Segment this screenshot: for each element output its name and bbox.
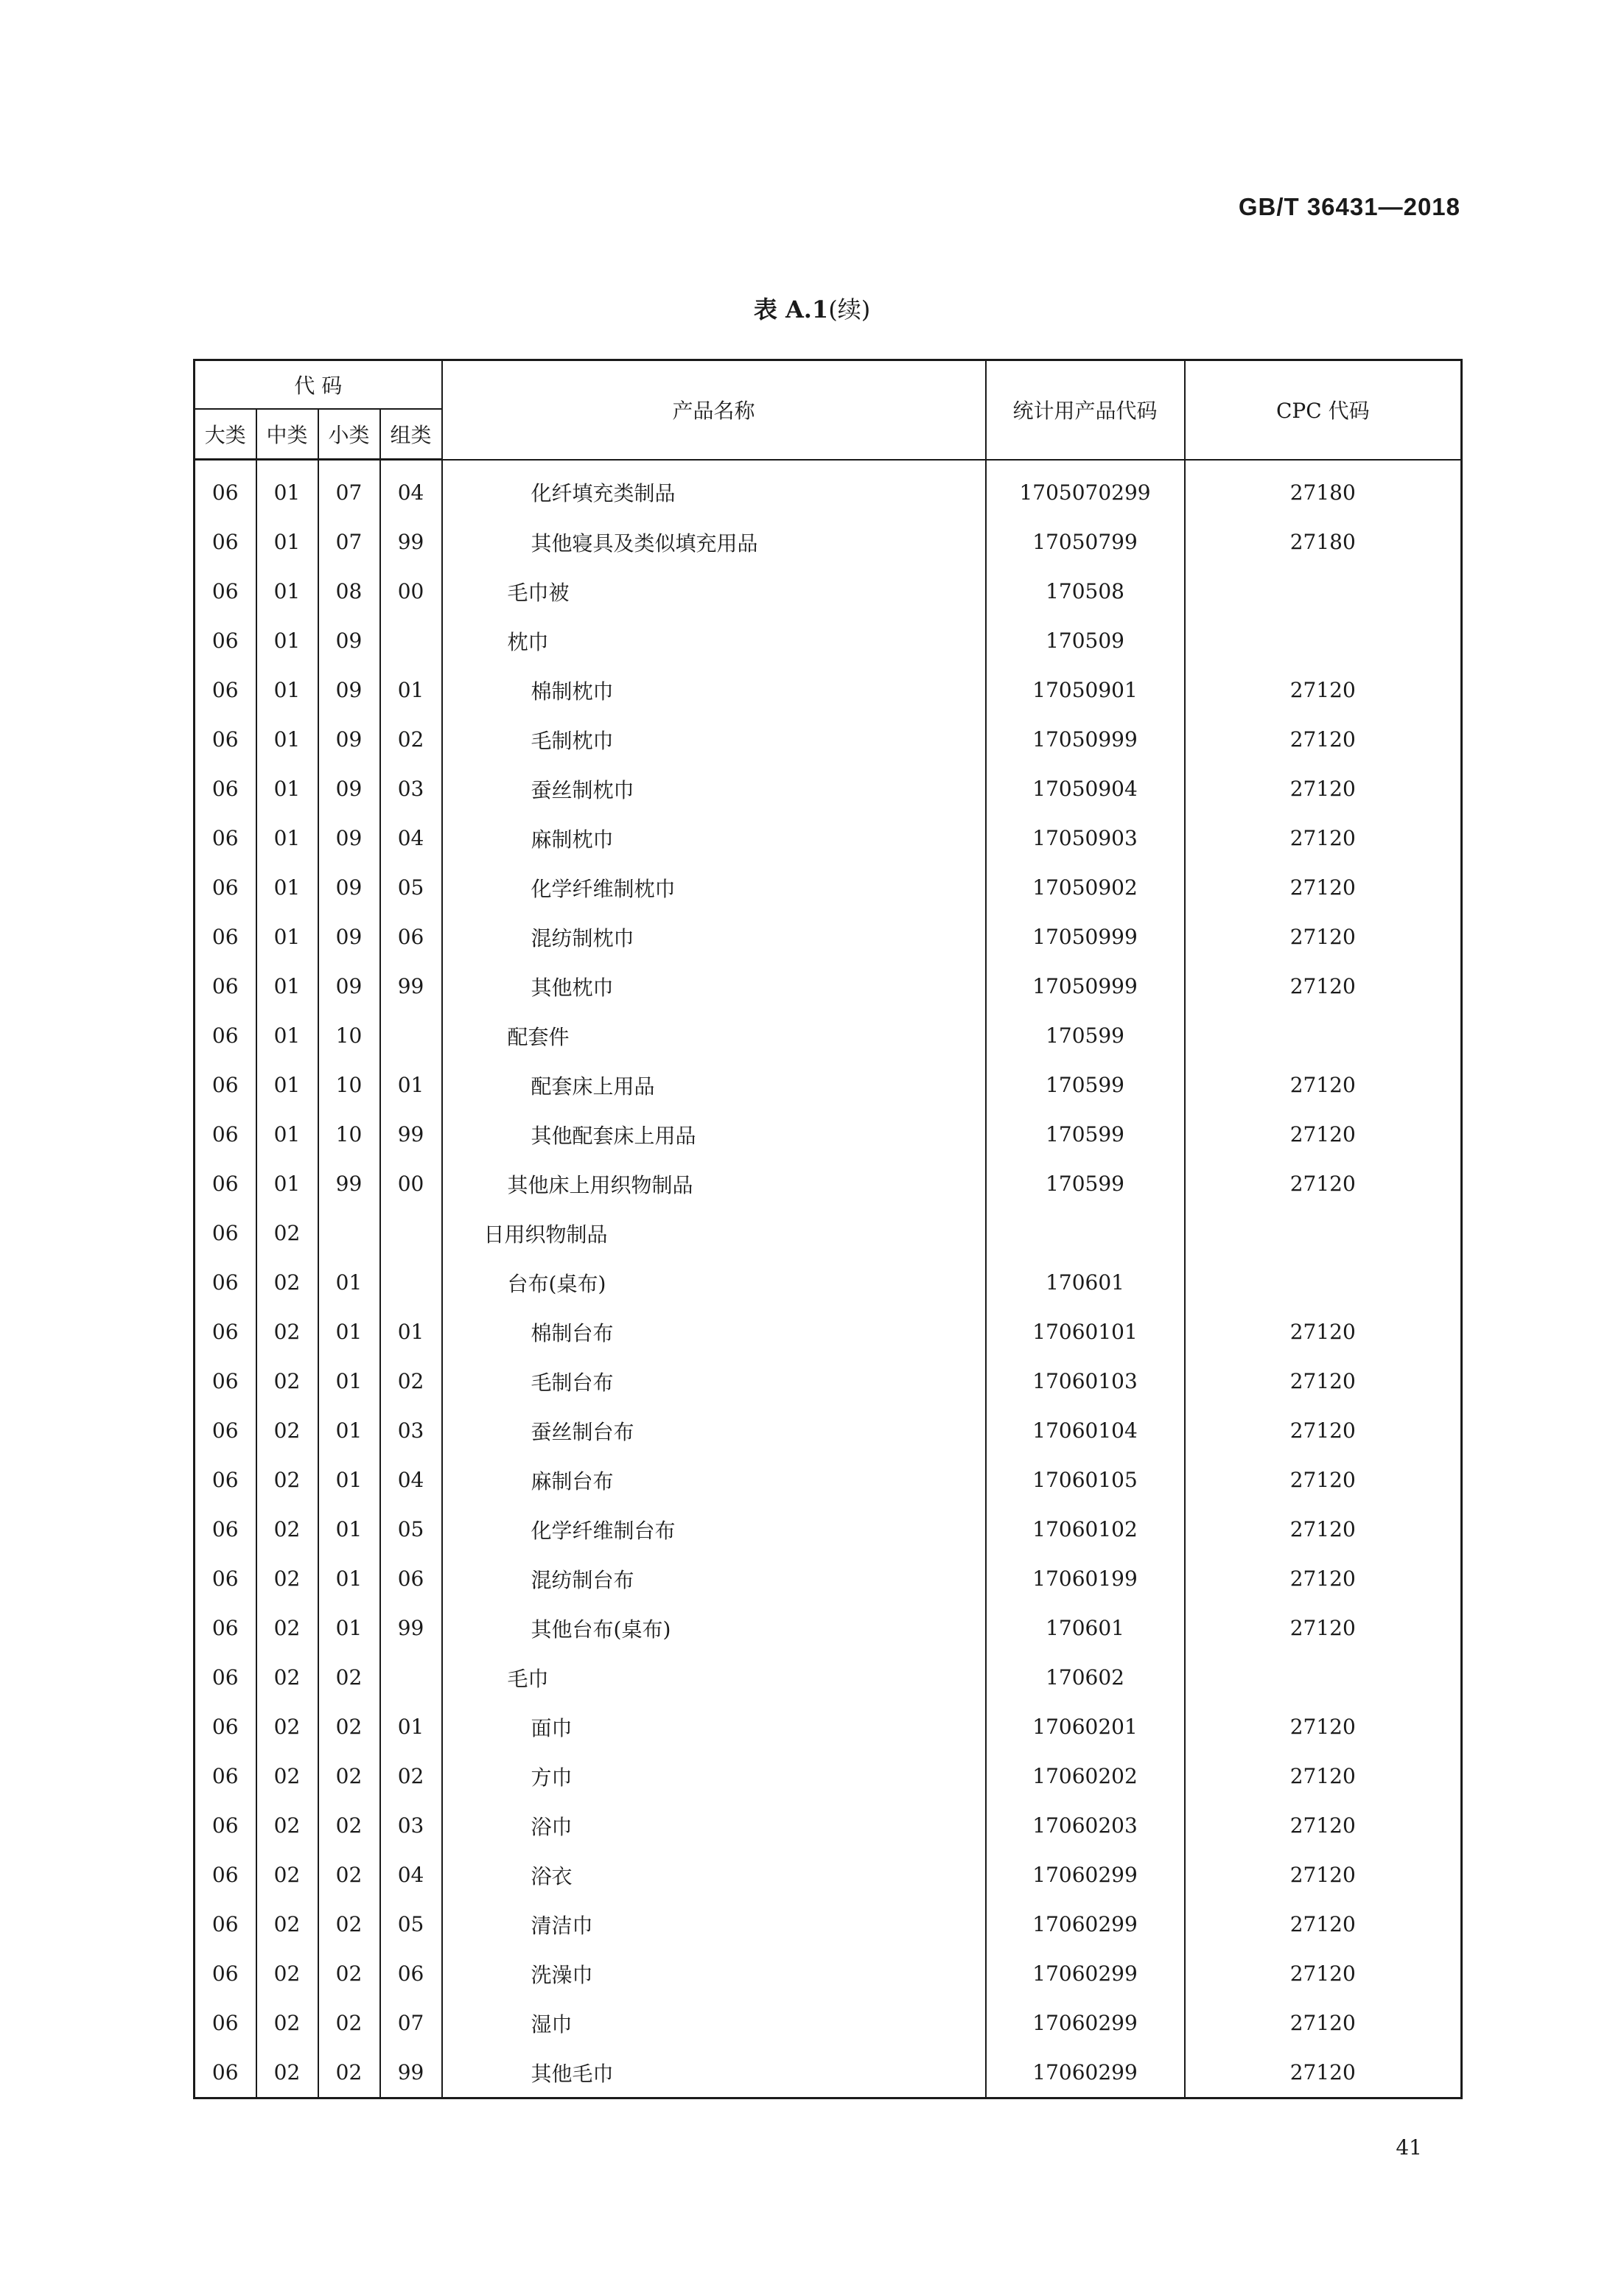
medium-class-cell: 02 [256, 1603, 318, 1653]
major-class-cell: 06 [195, 1060, 256, 1110]
medium-class-cell: 01 [256, 1011, 318, 1060]
medium-class-cell: 02 [256, 1702, 318, 1751]
major-class-header: 大类 [195, 409, 256, 460]
table-row [195, 567, 1462, 616]
stat-code-cell: 17060202 [986, 1751, 1185, 1801]
medium-class-cell: 01 [256, 962, 318, 1011]
minor-class-cell: 02 [318, 1949, 380, 1998]
product-name-cell: 其他配套床上用品 [442, 1110, 986, 1159]
major-class-cell: 06 [195, 813, 256, 863]
stat-code-cell: 17060199 [986, 1554, 1185, 1603]
product-name-cell: 毛巾被 [442, 567, 986, 616]
major-class-cell: 06 [195, 1998, 256, 2048]
table-row [195, 1900, 1462, 1949]
table-row [195, 1307, 1462, 1356]
product-name-cell: 其他毛巾 [442, 2048, 986, 2098]
medium-class-cell: 01 [256, 813, 318, 863]
cpc-code-cell: 27120 [1185, 1850, 1462, 1900]
medium-class-cell: 01 [256, 616, 318, 665]
cpc-code-cell: 27120 [1185, 2048, 1462, 2098]
cpc-code-cell: 27120 [1185, 1110, 1462, 1159]
stat-code-cell: 17050799 [986, 517, 1185, 567]
group-class-cell: 04 [380, 1455, 442, 1505]
table-row [195, 1603, 1462, 1653]
group-class-cell [380, 1258, 442, 1307]
table-caption [0, 291, 1624, 325]
minor-class-cell: 01 [318, 1307, 380, 1356]
group-class-cell: 03 [380, 1406, 442, 1455]
cpc-code-header: CPC 代码 [1185, 360, 1462, 460]
major-class-cell: 06 [195, 1554, 256, 1603]
cpc-code-cell: 27120 [1185, 1751, 1462, 1801]
cpc-code-cell: 27120 [1185, 962, 1462, 1011]
group-class-cell: 02 [380, 1356, 442, 1406]
minor-class-cell: 09 [318, 764, 380, 813]
cpc-code-cell: 27120 [1185, 912, 1462, 962]
medium-class-cell: 01 [256, 567, 318, 616]
cpc-code-cell: 27120 [1185, 1702, 1462, 1751]
product-name-header: 产品名称 [442, 360, 986, 460]
medium-class-cell: 01 [256, 665, 318, 715]
minor-class-cell: 07 [318, 460, 380, 518]
table-row [195, 1356, 1462, 1406]
group-class-cell: 05 [380, 1505, 442, 1554]
medium-class-cell: 02 [256, 1801, 318, 1850]
cpc-code-cell: 27120 [1185, 764, 1462, 813]
major-class-cell: 06 [195, 1505, 256, 1554]
stat-code-cell: 17060104 [986, 1406, 1185, 1455]
minor-class-cell: 09 [318, 715, 380, 764]
stat-code-cell: 170599 [986, 1159, 1185, 1208]
minor-class-cell: 01 [318, 1554, 380, 1603]
stat-code-cell: 170599 [986, 1011, 1185, 1060]
table-row [195, 1751, 1462, 1801]
major-class-cell: 06 [195, 1406, 256, 1455]
cpc-code-cell [1185, 567, 1462, 616]
medium-class-cell: 02 [256, 1406, 318, 1455]
minor-class-cell: 08 [318, 567, 380, 616]
group-class-cell [380, 1011, 442, 1060]
product-name-cell: 化纤填充类制品 [442, 460, 986, 518]
table-caption-continued: (续) [828, 295, 871, 323]
table-row [195, 1554, 1462, 1603]
medium-class-cell: 02 [256, 1900, 318, 1949]
minor-class-cell: 01 [318, 1603, 380, 1653]
major-class-cell: 06 [195, 616, 256, 665]
group-class-cell: 99 [380, 517, 442, 567]
cpc-code-cell: 27180 [1185, 460, 1462, 518]
group-class-cell: 01 [380, 1060, 442, 1110]
medium-class-cell: 01 [256, 1060, 318, 1110]
group-class-cell: 03 [380, 764, 442, 813]
product-name-cell: 化学纤维制枕巾 [442, 863, 986, 912]
major-class-cell: 06 [195, 1801, 256, 1850]
table-row [195, 517, 1462, 567]
group-class-cell: 00 [380, 1159, 442, 1208]
code-group-header: 代 码 [195, 360, 442, 410]
minor-class-cell: 09 [318, 813, 380, 863]
product-name-cell: 混纺制台布 [442, 1554, 986, 1603]
stat-code-cell [986, 1208, 1185, 1258]
group-class-cell: 99 [380, 1110, 442, 1159]
product-name-cell: 台布(桌布) [442, 1258, 986, 1307]
stat-code-cell: 17060201 [986, 1702, 1185, 1751]
minor-class-cell: 01 [318, 1505, 380, 1554]
stat-code-cell: 17050902 [986, 863, 1185, 912]
cpc-code-cell: 27120 [1185, 665, 1462, 715]
table-row [195, 764, 1462, 813]
table-row [195, 1949, 1462, 1998]
medium-class-cell: 01 [256, 1159, 318, 1208]
medium-class-cell: 01 [256, 863, 318, 912]
major-class-cell: 06 [195, 863, 256, 912]
medium-class-cell: 01 [256, 1110, 318, 1159]
group-class-cell: 02 [380, 1751, 442, 1801]
medium-class-cell: 02 [256, 1949, 318, 1998]
product-name-cell: 其他寝具及类似填充用品 [442, 517, 986, 567]
stat-code-cell: 170602 [986, 1653, 1185, 1702]
minor-class-cell: 07 [318, 517, 380, 567]
minor-class-cell: 02 [318, 1751, 380, 1801]
major-class-cell: 06 [195, 517, 256, 567]
product-name-cell: 湿巾 [442, 1998, 986, 2048]
cpc-code-cell [1185, 1011, 1462, 1060]
major-class-cell: 06 [195, 1011, 256, 1060]
table-row [195, 1060, 1462, 1110]
table-row [195, 1208, 1462, 1258]
table-row [195, 715, 1462, 764]
minor-class-cell: 01 [318, 1356, 380, 1406]
medium-class-cell: 02 [256, 1751, 318, 1801]
stat-code-cell: 17050901 [986, 665, 1185, 715]
table-row [195, 962, 1462, 1011]
table-row [195, 1702, 1462, 1751]
product-name-cell: 浴衣 [442, 1850, 986, 1900]
cpc-code-cell: 27120 [1185, 715, 1462, 764]
product-name-cell: 清洁巾 [442, 1900, 986, 1949]
stat-code-cell: 17060299 [986, 2048, 1185, 2098]
cpc-code-cell: 27120 [1185, 1307, 1462, 1356]
table-row [195, 1406, 1462, 1455]
table-row [195, 1110, 1462, 1159]
group-class-cell [380, 1208, 442, 1258]
minor-class-cell: 99 [318, 1159, 380, 1208]
stat-code-cell: 17060102 [986, 1505, 1185, 1554]
product-name-cell: 洗澡巾 [442, 1949, 986, 1998]
table-body [195, 460, 1462, 2098]
cpc-code-cell: 27120 [1185, 863, 1462, 912]
cpc-code-cell: 27120 [1185, 1159, 1462, 1208]
major-class-cell: 06 [195, 1159, 256, 1208]
stat-code-cell: 17060103 [986, 1356, 1185, 1406]
stat-code-cell: 17060299 [986, 1949, 1185, 1998]
major-class-cell: 06 [195, 567, 256, 616]
cpc-code-cell: 27180 [1185, 517, 1462, 567]
major-class-cell: 06 [195, 1702, 256, 1751]
minor-class-cell: 09 [318, 962, 380, 1011]
product-name-cell: 配套件 [442, 1011, 986, 1060]
major-class-cell: 06 [195, 1949, 256, 1998]
table-row [195, 863, 1462, 912]
product-name-cell: 浴巾 [442, 1801, 986, 1850]
cpc-code-cell: 27120 [1185, 1455, 1462, 1505]
table-row [195, 460, 1462, 518]
table-row [195, 616, 1462, 665]
group-class-cell: 02 [380, 715, 442, 764]
minor-class-cell: 09 [318, 863, 380, 912]
product-name-cell: 配套床上用品 [442, 1060, 986, 1110]
stat-code-cell: 17050904 [986, 764, 1185, 813]
product-name-cell: 其他枕巾 [442, 962, 986, 1011]
table-row [195, 665, 1462, 715]
major-class-cell: 06 [195, 715, 256, 764]
stat-code-cell: 17060299 [986, 1900, 1185, 1949]
cpc-code-cell: 27120 [1185, 1356, 1462, 1406]
group-class-cell: 01 [380, 1702, 442, 1751]
stat-code-cell: 170599 [986, 1060, 1185, 1110]
group-class-cell: 06 [380, 1554, 442, 1603]
major-class-cell: 06 [195, 1258, 256, 1307]
minor-class-cell: 02 [318, 1702, 380, 1751]
product-code-table [193, 359, 1463, 2099]
major-class-cell: 06 [195, 2048, 256, 2098]
group-class-cell: 07 [380, 1998, 442, 2048]
medium-class-cell: 02 [256, 1653, 318, 1702]
table-row [195, 1011, 1462, 1060]
stat-code-cell: 17050999 [986, 962, 1185, 1011]
medium-class-cell: 02 [256, 1258, 318, 1307]
product-name-cell: 面巾 [442, 1702, 986, 1751]
table-row [195, 1653, 1462, 1702]
minor-class-header: 小类 [318, 409, 380, 460]
stat-code-cell: 17060203 [986, 1801, 1185, 1850]
medium-class-cell: 02 [256, 1455, 318, 1505]
product-name-cell: 麻制枕巾 [442, 813, 986, 863]
major-class-cell: 06 [195, 962, 256, 1011]
table-row [195, 912, 1462, 962]
group-class-cell [380, 1653, 442, 1702]
cpc-code-cell [1185, 616, 1462, 665]
table-row [195, 1801, 1462, 1850]
medium-class-header: 中类 [256, 409, 318, 460]
group-class-header: 组类 [380, 409, 442, 460]
stat-code-cell: 17060299 [986, 1998, 1185, 2048]
major-class-cell: 06 [195, 1751, 256, 1801]
cpc-code-cell: 27120 [1185, 1801, 1462, 1850]
medium-class-cell: 02 [256, 1307, 318, 1356]
minor-class-cell: 01 [318, 1258, 380, 1307]
cpc-code-cell: 27120 [1185, 1505, 1462, 1554]
page-number: 41 [1396, 2135, 1422, 2160]
table-caption-title: 表 A.1 [753, 295, 829, 323]
major-class-cell: 06 [195, 764, 256, 813]
group-class-cell: 06 [380, 1949, 442, 1998]
group-class-cell: 05 [380, 863, 442, 912]
medium-class-cell: 01 [256, 764, 318, 813]
cpc-code-cell: 27120 [1185, 1554, 1462, 1603]
major-class-cell: 06 [195, 1850, 256, 1900]
minor-class-cell: 02 [318, 1998, 380, 2048]
group-class-cell: 06 [380, 912, 442, 962]
minor-class-cell: 09 [318, 616, 380, 665]
cpc-code-cell: 27120 [1185, 1406, 1462, 1455]
product-name-cell: 麻制台布 [442, 1455, 986, 1505]
minor-class-cell: 10 [318, 1110, 380, 1159]
standard-code: GB/T 36431—2018 [1238, 193, 1460, 220]
product-name-cell: 枕巾 [442, 616, 986, 665]
group-class-cell: 01 [380, 1307, 442, 1356]
stat-code-cell: 17050999 [986, 912, 1185, 962]
cpc-code-cell [1185, 1258, 1462, 1307]
table-row [195, 813, 1462, 863]
product-name-cell: 方巾 [442, 1751, 986, 1801]
medium-class-cell: 02 [256, 2048, 318, 2098]
major-class-cell: 06 [195, 1208, 256, 1258]
table-row [195, 1455, 1462, 1505]
group-class-cell: 04 [380, 460, 442, 518]
cpc-code-cell [1185, 1653, 1462, 1702]
minor-class-cell: 02 [318, 1850, 380, 1900]
product-name-cell: 蚕丝制台布 [442, 1406, 986, 1455]
medium-class-cell: 01 [256, 715, 318, 764]
minor-class-cell: 10 [318, 1060, 380, 1110]
cpc-code-cell: 27120 [1185, 1603, 1462, 1653]
group-class-cell: 03 [380, 1801, 442, 1850]
stat-code-cell: 17050999 [986, 715, 1185, 764]
minor-class-cell: 10 [318, 1011, 380, 1060]
major-class-cell: 06 [195, 665, 256, 715]
stat-code-cell: 17060105 [986, 1455, 1185, 1505]
group-class-cell: 00 [380, 567, 442, 616]
product-name-cell: 其他床上用织物制品 [442, 1159, 986, 1208]
stat-code-cell: 170508 [986, 567, 1185, 616]
table-row [195, 2048, 1462, 2098]
stat-code-cell: 17060299 [986, 1850, 1185, 1900]
major-class-cell: 06 [195, 1356, 256, 1406]
minor-class-cell: 02 [318, 2048, 380, 2098]
cpc-code-cell: 27120 [1185, 1900, 1462, 1949]
product-name-cell: 棉制枕巾 [442, 665, 986, 715]
minor-class-cell: 01 [318, 1406, 380, 1455]
product-name-cell: 化学纤维制台布 [442, 1505, 986, 1554]
table-header [195, 360, 1462, 460]
group-class-cell: 04 [380, 813, 442, 863]
medium-class-cell: 02 [256, 1850, 318, 1900]
medium-class-cell: 02 [256, 1998, 318, 2048]
stat-code-cell: 170599 [986, 1110, 1185, 1159]
medium-class-cell: 02 [256, 1554, 318, 1603]
minor-class-cell: 09 [318, 665, 380, 715]
product-name-cell: 混纺制枕巾 [442, 912, 986, 962]
product-name-cell: 毛巾 [442, 1653, 986, 1702]
minor-class-cell: 09 [318, 912, 380, 962]
product-name-cell: 其他台布(桌布) [442, 1603, 986, 1653]
product-name-cell: 毛制台布 [442, 1356, 986, 1406]
product-name-cell: 蚕丝制枕巾 [442, 764, 986, 813]
stat-code-cell: 170601 [986, 1603, 1185, 1653]
major-class-cell: 06 [195, 1307, 256, 1356]
minor-class-cell: 02 [318, 1900, 380, 1949]
cpc-code-cell: 27120 [1185, 813, 1462, 863]
cpc-code-cell: 27120 [1185, 1998, 1462, 2048]
major-class-cell: 06 [195, 1653, 256, 1702]
major-class-cell: 06 [195, 1455, 256, 1505]
major-class-cell: 06 [195, 460, 256, 518]
table-row [195, 1258, 1462, 1307]
cpc-code-cell: 27120 [1185, 1949, 1462, 1998]
medium-class-cell: 02 [256, 1356, 318, 1406]
stat-code-header: 统计用产品代码 [986, 360, 1185, 460]
group-class-cell: 99 [380, 962, 442, 1011]
major-class-cell: 06 [195, 1110, 256, 1159]
medium-class-cell: 01 [256, 912, 318, 962]
medium-class-cell: 02 [256, 1208, 318, 1258]
product-name-cell: 毛制枕巾 [442, 715, 986, 764]
stat-code-cell: 170509 [986, 616, 1185, 665]
group-class-cell: 99 [380, 2048, 442, 2098]
major-class-cell: 06 [195, 912, 256, 962]
stat-code-cell: 1705070299 [986, 460, 1185, 518]
group-class-cell: 99 [380, 1603, 442, 1653]
stat-code-cell: 17050903 [986, 813, 1185, 863]
group-class-cell: 01 [380, 665, 442, 715]
minor-class-cell: 01 [318, 1455, 380, 1505]
cpc-code-cell [1185, 1208, 1462, 1258]
table-row [195, 1505, 1462, 1554]
table-row [195, 1998, 1462, 2048]
minor-class-cell: 02 [318, 1653, 380, 1702]
table-row [195, 1159, 1462, 1208]
product-name-cell: 日用织物制品 [442, 1208, 986, 1258]
medium-class-cell: 01 [256, 517, 318, 567]
minor-class-cell: 02 [318, 1801, 380, 1850]
group-class-cell: 04 [380, 1850, 442, 1900]
medium-class-cell: 01 [256, 460, 318, 518]
minor-class-cell [318, 1208, 380, 1258]
group-class-cell: 05 [380, 1900, 442, 1949]
medium-class-cell: 02 [256, 1505, 318, 1554]
table-row [195, 1850, 1462, 1900]
major-class-cell: 06 [195, 1900, 256, 1949]
major-class-cell: 06 [195, 1603, 256, 1653]
stat-code-cell: 17060101 [986, 1307, 1185, 1356]
stat-code-cell: 170601 [986, 1258, 1185, 1307]
group-class-cell [380, 616, 442, 665]
product-name-cell: 棉制台布 [442, 1307, 986, 1356]
cpc-code-cell: 27120 [1185, 1060, 1462, 1110]
